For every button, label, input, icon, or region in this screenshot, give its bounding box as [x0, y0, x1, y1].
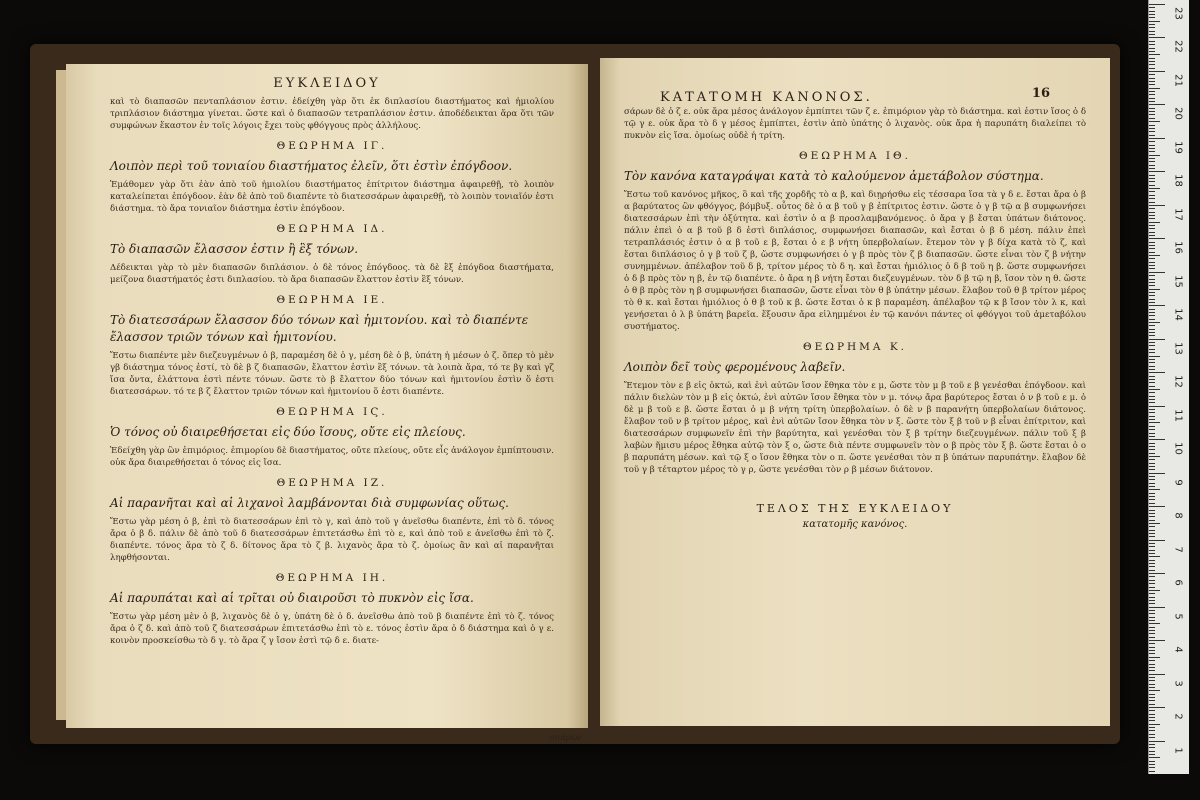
ruler-tick [1149, 737, 1155, 738]
ruler-tick [1149, 279, 1155, 280]
ruler-tick [1149, 714, 1155, 715]
ruler-tick [1149, 121, 1160, 122]
ruler-tick [1149, 362, 1155, 363]
body-paragraph: Ἔστω γὰρ μέση μὲν ὁ β, λιχανὸς δὲ ὁ γ, ὑπάτη δὲ ὁ δ. ἀνεῖσθω ἀπὸ τοῦ β διαπέντε ἐπὶ τὸ ζ. τόνος ἄρα ὁ ζ δ. καὶ ἀπὸ τοῦ ζ διατεσσάρων ἐπιτετάσθω ἐπὶ τὸ ε. τόνος ἐστὶν ἄρα ὁ δ διάστημα καὶ ὁ γ ε. κοινὸν προσκείσθω τὸ δ γ. τὸ ἄρα ζ γ ἴσον ἐστὶ τῷ δ ε. διατε- [110, 612, 554, 646]
ruler-tick [1149, 412, 1155, 413]
ruler-tick [1149, 114, 1155, 115]
body-paragraph: καὶ τὸ διαπασῶν πενταπλάσιον ἐστιν. ἐδείχθη γὰρ ὅτι ἐκ διπλασίου διαστήματος καὶ ἡμιολίου τριπλάσιον διάστημα γίνεται. ὥστε καὶ ὁ διαπασῶν τετραπλάσιον ἐστιν. ἀποδέδεικται ἄρα ὅτι τῶν συμφώνων ἕκαστον ἐν τοῖς λόγοις ἔχει τοὺς φθόγγους πρὸς ἀλλήλους. [110, 97, 554, 131]
ruler-tick [1149, 175, 1155, 176]
ruler-tick [1149, 499, 1155, 500]
ruler-tick [1149, 583, 1155, 584]
ruler-tick [1149, 272, 1165, 273]
ruler-number: 6 [1172, 579, 1184, 586]
ruler-tick [1149, 627, 1155, 628]
ruler-tick [1149, 27, 1155, 28]
ruler-tick [1149, 232, 1155, 233]
ruler-tick [1149, 195, 1155, 196]
right-running-head: ΚΑΤΑΤΟΜΗ ΚΑΝΟΝΟΣ. [660, 90, 873, 105]
ruler-tick [1149, 84, 1155, 85]
ruler-tick [1149, 647, 1155, 648]
ruler-tick [1149, 613, 1155, 614]
ruler-tick [1149, 185, 1155, 186]
ruler-tick [1149, 664, 1155, 665]
ruler-number: 21 [1172, 74, 1184, 87]
proposition-statement: Αἱ παρανῆται καὶ αἱ λιχανοὶ λαμβάνονται διὰ συμφωνίας οὕτως. [110, 496, 509, 510]
ruler-tick [1149, 466, 1155, 467]
ruler-tick [1149, 168, 1155, 169]
ruler-tick [1149, 707, 1165, 708]
ruler-number: 15 [1172, 274, 1184, 288]
ruler-tick [1149, 657, 1160, 658]
ruler-tick [1149, 600, 1155, 601]
ruler-number: 12 [1172, 375, 1184, 389]
ruler-tick [1149, 138, 1165, 139]
ruler-tick [1149, 389, 1160, 390]
ruler-tick [1149, 536, 1155, 537]
ruler-tick [1149, 510, 1155, 511]
ruler-tick [1149, 255, 1160, 256]
ruler-tick [1149, 573, 1165, 574]
ruler-tick [1149, 178, 1155, 179]
ruler-tick [1149, 21, 1160, 22]
ruler-number: 8 [1172, 512, 1184, 519]
ruler-number: 14 [1172, 308, 1184, 322]
ruler-tick [1149, 516, 1155, 517]
ruler-tick [1149, 463, 1155, 464]
ruler-tick [1149, 429, 1155, 430]
ruler-tick [1149, 161, 1155, 162]
measurement-ruler [1148, 0, 1189, 774]
ruler-tick [1149, 188, 1160, 189]
ruler-tick [1149, 265, 1155, 266]
ruler-tick [1149, 493, 1155, 494]
ruler-tick [1149, 764, 1155, 765]
ruler-tick [1149, 309, 1155, 310]
ruler-tick [1149, 4, 1165, 5]
ruler-tick [1149, 11, 1155, 12]
ruler-number: 9 [1172, 479, 1184, 486]
ruler-number: 23 [1172, 7, 1184, 20]
ruler-tick [1149, 282, 1155, 283]
ruler-tick [1149, 617, 1155, 618]
ruler-tick [1149, 17, 1155, 18]
ruler-number: 18 [1172, 174, 1184, 188]
ruler-tick [1149, 386, 1155, 387]
body-paragraph: Δέδεικται γὰρ τὸ μὲν διαπασῶν διπλάσιον. ὁ δὲ τόνος ἐπόγδοος. τὰ δὲ ἓξ ἐπόγδοα διαστήματα, μείζονα διαστήματός ἐστι διπλασίου. τὸ ἄρα διαπασῶν ἔλαττον ἐστὶν ἓξ τόνων. [110, 263, 554, 285]
ruler-tick [1149, 690, 1160, 691]
ruler-tick [1149, 396, 1155, 397]
ruler-tick [1149, 607, 1165, 608]
proposition-statement: Λοιπὸν περὶ τοῦ τονιαίου διαστήματος ἐλεῖν, ὅτι ἐστὶν ἐπόγδοον. [110, 159, 513, 173]
ruler-tick [1149, 44, 1155, 45]
ruler-tick [1149, 727, 1155, 728]
ruler-tick [1149, 670, 1155, 671]
ruler-tick [1149, 747, 1155, 748]
ruler-tick [1149, 312, 1155, 313]
ruler-tick [1149, 439, 1165, 440]
ruler-tick [1149, 496, 1155, 497]
ruler-tick [1149, 352, 1155, 353]
ruler-tick [1149, 208, 1155, 209]
ruler-tick [1149, 523, 1160, 524]
ruler-tick [1149, 215, 1155, 216]
theorem-heading: ΘΕΩΡΗΜΑ ΙΓ. [276, 140, 388, 152]
ruler-tick [1149, 275, 1155, 276]
ruler-tick [1149, 436, 1155, 437]
ruler-number: 17 [1172, 207, 1184, 221]
catchword: σσάρων [549, 733, 582, 742]
ruler-tick [1149, 633, 1155, 634]
ruler-tick [1149, 369, 1155, 370]
ruler-number: 20 [1172, 107, 1184, 121]
ruler-tick [1149, 148, 1155, 149]
ruler-tick [1149, 456, 1160, 457]
ruler-tick [1149, 580, 1155, 581]
ruler-tick [1149, 125, 1155, 126]
ruler-tick [1149, 446, 1155, 447]
ruler-tick [1149, 302, 1155, 303]
ruler-tick [1149, 422, 1160, 423]
ruler-tick [1149, 730, 1155, 731]
ruler-tick [1149, 295, 1155, 296]
ruler-tick [1149, 590, 1160, 591]
ruler-tick [1149, 198, 1155, 199]
ruler-tick [1149, 433, 1155, 434]
ruler-tick [1149, 366, 1155, 367]
ruler-tick [1149, 71, 1165, 72]
theorem-heading: ΘΕΩΡΗΜΑ ΙΔ. [276, 223, 388, 235]
ruler-tick [1149, 61, 1155, 62]
ruler-tick [1149, 520, 1155, 521]
ruler-tick [1149, 235, 1155, 236]
ruler-tick [1149, 111, 1155, 112]
ruler-tick [1149, 359, 1155, 360]
ruler-tick [1149, 409, 1155, 410]
proposition-statement: Λοιπὸν δεῖ τοὺς φερομένους λαβεῖν. [624, 360, 846, 374]
ruler-tick [1149, 145, 1155, 146]
ruler-tick [1149, 37, 1165, 38]
ruler-tick [1149, 741, 1165, 742]
ruler-tick [1149, 503, 1155, 504]
ruler-tick [1149, 744, 1155, 745]
ruler-tick [1149, 399, 1155, 400]
ruler-tick [1149, 24, 1155, 25]
ruler-tick [1149, 630, 1155, 631]
page-number: 16 [1031, 86, 1050, 101]
ruler-tick [1149, 530, 1155, 531]
ruler-tick [1149, 540, 1165, 541]
ruler-tick [1149, 643, 1155, 644]
ruler-tick [1149, 98, 1155, 99]
ruler-tick [1149, 262, 1155, 263]
proposition-statement: Τὸ διαπασῶν ἔλασσον ἐστιν ἢ ἓξ τόνων. [110, 242, 359, 256]
ruler-tick [1149, 141, 1155, 142]
ruler-tick [1149, 710, 1155, 711]
ruler-number: 3 [1172, 679, 1184, 687]
ruler-tick [1149, 218, 1155, 219]
ruler-tick [1149, 473, 1165, 474]
ruler-tick [1149, 560, 1155, 561]
ruler-tick [1149, 761, 1155, 762]
ruler-tick [1149, 402, 1155, 403]
ruler-tick [1149, 576, 1155, 577]
ruler-tick [1149, 674, 1165, 675]
theorem-heading: ΘΕΩΡΗΜΑ ΙΗ. [275, 572, 389, 584]
proposition-statement: Τὸ διατεσσάρων ἔλασσον δύο τόνων καὶ ἡμιτονίου. καὶ τὸ διαπέντε ἔλασσον τριῶν τόνων καὶ ἡμιτονίου. [110, 313, 529, 344]
ruler-tick [1149, 597, 1155, 598]
ruler-tick [1149, 754, 1155, 755]
ruler-tick [1149, 128, 1155, 129]
ruler-tick [1149, 372, 1165, 373]
ruler-tick [1149, 469, 1155, 470]
ruler-tick [1149, 345, 1155, 346]
ruler-tick [1149, 724, 1160, 725]
proposition-statement: Ὁ τόνος οὐ διαιρεθήσεται εἰς δύο ἴσους, οὔτε εἰς πλείους. [110, 425, 466, 439]
ruler-tick [1149, 757, 1160, 758]
ruler-tick [1149, 667, 1155, 668]
ruler-tick [1149, 623, 1160, 624]
ruler-tick [1149, 58, 1155, 59]
ruler-tick [1149, 553, 1155, 554]
ruler-number: 1 [1172, 746, 1184, 754]
ruler-tick [1149, 563, 1155, 564]
ruler-tick [1149, 476, 1155, 477]
ruler-tick [1149, 603, 1155, 604]
ruler-tick [1149, 222, 1160, 223]
ruler-tick [1149, 653, 1155, 654]
ruler-tick [1149, 329, 1155, 330]
ruler-tick [1149, 453, 1155, 454]
ruler-tick [1149, 238, 1165, 239]
ruler-number: 19 [1172, 141, 1184, 154]
ruler-tick [1149, 335, 1155, 336]
ruler-tick [1149, 566, 1155, 567]
ruler-tick [1149, 101, 1155, 102]
ruler-tick [1149, 181, 1155, 182]
ruler-tick [1149, 191, 1155, 192]
ruler-tick [1149, 677, 1155, 678]
ruler-tick [1149, 704, 1155, 705]
ruler-tick [1149, 459, 1155, 460]
ruler-tick [1149, 570, 1155, 571]
ruler-tick [1149, 449, 1155, 450]
ruler-tick [1149, 252, 1155, 253]
ruler-tick [1149, 118, 1155, 119]
proposition-statement: Αἱ παρυπάται καὶ αἱ τρῖται οὐ διαιροῦσι τὸ πυκνὸν εἰς ἴσα. [110, 591, 474, 605]
body-paragraph: Ἔστω τοῦ κανόνος μῆκος, ὃ καὶ τῆς χορδῆς τὸ α β, καὶ διῃρήσθω εἰς τέσσαρα ἴσα τὰ γ δ ε. ἔσται ἄρα ὁ β α βαρύτατος ὢν φθόγγος, βόμβυξ. οὗτος δὲ ὁ α β τοῦ γ β ἐπίτριτος ἐστιν. ὥστε ὁ γ β τῷ α β συμφωνήσει διατεσσάρων ἐπὶ τὴν ὀξύτητα. καὶ ἐστὶν ὁ α β προσλαμβανόμενος. ὁ ἄρα γ β ἔσται ὑπάτων διάτονος. πάλιν ἐπεὶ ὁ α β τοῦ β δ ἐστὶ διπλάσιος, συμφωνήσει διαπασῶν, καὶ ἔσται ὁ β δ μέση. πάλιν ἐπεὶ τετραπλάσιός ἐστιν ὁ α β τοῦ ε β, ἔσται ὁ ε β νήτη ὑπερβολαίων. ἔτεμον τὸν γ β δίχα κατὰ τὸ ζ, καὶ ἔσται διπλάσιος ὁ γ β τοῦ ζ β, ὥστε συμφωνήσει ὁ γ β πρὸς τὸν ζ β διαπασῶν. ὥστε εἶναι τὸν ζ β νήτην συνημμένων. ἀπέλαβον τοῦ δ β, τρίτον μέρος τὸ δ η. καὶ ἔσται ἡμιόλιος ὁ δ β τοῦ η β. ὥστε συμφωνήσει ὁ δ β πρὸς τὸν η β, ἐν τῷ διαπέντε. ὁ ἄρα η β νήτη ἔσται διεζευγμένων. τὸν δ β τῷ η β, ἴσον τὸν η θ. ὥστε ὁ θ β πρὸς τὸν η β συμφωνήσει διαπασῶν, ὥστε εἶναι τὸν θ β ὑπάτην μέσων. ἔλαβον τοῦ θ β τρίτον μέρος τὸ θ κ. καὶ ἔσται ἡμιόλιος ὁ θ β τοῦ κ β. ὥστε ἔσται ὁ κ β παραμέση. ἀπέλαβον τῷ κ β ἴσον τὸν λ κ, καὶ γενήσεται ὁ λ β ὑπάτη βαρεῖα. ἕξουσιν ἄρα εἰλημμένοι ἐν τῷ κανόνι πάντες οἱ φθόγγοι τοῦ ἀμεταβόλου συστήματος. [624, 190, 1086, 332]
ruler-tick [1149, 342, 1155, 343]
ruler-tick [1149, 299, 1155, 300]
ruler-tick [1149, 292, 1155, 293]
ruler-tick [1149, 751, 1155, 752]
ruler-tick [1149, 289, 1160, 290]
ruler-tick [1149, 225, 1155, 226]
ruler-tick [1149, 593, 1155, 594]
ruler-tick [1149, 687, 1155, 688]
ruler-tick [1149, 650, 1155, 651]
ruler-tick [1149, 356, 1160, 357]
body-paragraph: Ἐμάθομεν γὰρ ὅτι ἐὰν ἀπὸ τοῦ ἡμιολίου διαστήματος ἐπίτριτον διάστημα ἀφαιρεθῇ, τὸ λοιπὸν καταλείπεται ἐπόγδοον. ἐὰν δὲ ἀπὸ τοῦ διαπέντε τὸ διατεσσάρων ἀφαιρεθῇ, τὸ λοιπὸν τονιαῖόν ἐστι διάστημα. τὸ ἄρα τονιαῖον διάστημα ἐστὶν ἐπόγδοον. [110, 180, 554, 214]
ruler-tick [1149, 268, 1155, 269]
ruler-tick [1149, 248, 1155, 249]
ruler-tick [1149, 258, 1155, 259]
ruler-tick [1149, 155, 1160, 156]
colophon-line: κατατομῆς κανόνος. [802, 519, 908, 530]
colophon-line: ΤΕΛΟΣ ΤΗΣ ΕΥΚΛΕΙΔΟΥ [756, 502, 954, 515]
ruler-tick [1149, 419, 1155, 420]
body-paragraph: Ἐδείχθη γὰρ ὢν ἐπιμόριος. ἐπιμορίου δὲ διαστήματος, οὔτε πλείους, οὔτε εἷς ἀνάλογον ἐμπίπτουσιν. οὐκ ἄρα διαιρεθήσεται ὁ τόνος εἰς ἴσα. [110, 446, 554, 468]
ruler-tick [1149, 78, 1155, 79]
ruler-tick [1149, 489, 1160, 490]
theorem-heading: ΘΕΩΡΗΜΑ ΙϚ. [276, 406, 388, 418]
ruler-tick [1149, 228, 1155, 229]
theorem-heading: ΘΕΩΡΗΜΑ ΙΘ. [799, 150, 911, 162]
ruler-tick [1149, 526, 1155, 527]
left-running-head: ΕΥΚΛΕΙΔΟΥ [273, 76, 381, 91]
ruler-tick [1149, 717, 1155, 718]
ruler-number: 22 [1172, 40, 1184, 54]
ruler-tick [1149, 205, 1165, 206]
right-page-body [624, 106, 1086, 530]
ruler-tick [1149, 550, 1155, 551]
ruler-tick [1149, 305, 1165, 306]
right-page [600, 58, 1110, 726]
ruler-number: 4 [1172, 646, 1184, 653]
ruler-tick [1149, 556, 1160, 557]
ruler-tick [1149, 319, 1155, 320]
ruler-tick [1149, 479, 1155, 480]
ruler-tick [1149, 34, 1155, 35]
ruler-tick [1149, 64, 1155, 65]
ruler-tick [1149, 332, 1155, 333]
ruler-tick [1149, 242, 1155, 243]
ruler-tick [1149, 7, 1155, 8]
ruler-tick [1149, 68, 1155, 69]
ruler-tick [1149, 245, 1155, 246]
ruler-tick [1149, 31, 1155, 32]
ruler-tick [1149, 640, 1165, 641]
ruler-tick [1149, 325, 1155, 326]
body-paragraph: Ἔστω γὰρ μέση ὁ β, ἐπὶ τὸ διατεσσάρων ἐπὶ τὸ γ, καὶ ἀπὸ τοῦ γ ἀνεῖσθω διαπέντε, ἐπὶ τὸ δ. τόνος ἄρα ὁ β δ. πάλιν δὲ ἀπὸ τοῦ δ διατεσσάρων ἐπιτετάσθω ἐπὶ τὸ ε, καὶ ἀπὸ τοῦ ε ἀνεῖσθω ἐπὶ τὸ ζ. διαπέντε. τόνος ἄρα τὸ ζ δ. δίτονος ἄρα τὸ ζ β. λιχανὸς ἄρα τὸ ζ. ὁμοίως ἂν καὶ αἱ παρανῆται ληφθήσονται. [110, 517, 554, 563]
ruler-tick [1149, 684, 1155, 685]
ruler-tick [1149, 426, 1155, 427]
ruler-tick [1149, 158, 1155, 159]
ruler-tick [1149, 720, 1155, 721]
ruler-tick [1149, 533, 1155, 534]
ruler-tick [1149, 151, 1155, 152]
ruler-tick [1149, 315, 1155, 316]
ruler-tick [1149, 285, 1155, 286]
ruler-tick [1149, 104, 1165, 105]
ruler-tick [1149, 41, 1155, 42]
ruler-tick [1149, 637, 1155, 638]
ruler-tick [1149, 135, 1155, 136]
ruler-tick [1149, 51, 1155, 52]
ruler-tick [1149, 74, 1155, 75]
ruler-tick [1149, 506, 1165, 507]
body-paragraph: σάρων δὲ ὁ ζ ε. οὐκ ἄρα μέσος ἀνάλογον ἐμπίπτει τῶν ζ ε. ἐπιμόριον γὰρ τὸ διάστημα. καὶ ἐστιν ἴσος ὁ δ τῷ γ ε. οὐκ ἄρα τὸ δ γ μέσος ἐμπίπτει, ἐστὶν ἀπὸ ὑπάτης ὁ λιχανὸς. οὐκ ἄρα ἡ παρυπάτη διαλείπει τὸ πυκνὸν εἰς ἴσα. ὁμοίως οὐδὲ ἡ τρίτη. [624, 107, 1086, 141]
ruler-tick [1149, 406, 1165, 407]
ruler-tick [1149, 694, 1155, 695]
ruler-number: 5 [1172, 612, 1184, 620]
ruler-tick [1149, 680, 1155, 681]
body-paragraph: Ἔτεμον τὸν ε β εἰς ὀκτώ, καὶ ἑνὶ αὐτῶν ἴσον ἔθηκα τὸν ε μ, ὥστε τὸν μ β τοῦ ε β γενέσθαι ἐπόγδοον. καὶ πάλιν διελὼν τὸν μ β εἰς ὀκτώ, ἑνὶ αὐτῶν ἴσον ἔθηκα τὸν ν μ. τόνῳ ἄρα βαρύτερος ἔσται ὁ ν β τοῦ ε μ. ὁ δὲ μ β τοῦ ε β. ὥστε ἔσται ὁ μ β νήτη τρίτη ὑπερβολαίων. ὁ δὲ ν β παρανήτη ὑπερβολαίων διάτονος. ἔλαβον τοῦ ν β τρίτον μέρος, καὶ ἑνὶ αὐτῶν ἴσον ἔθηκα τὸν ν ξ. ὥστε τὸν ξ β τοῦ ν β εἶναι ἐπίτριτον, καὶ διατεσσάρων συμφωνεῖν ἐπὶ τὴν βαρύτητα, καὶ γενέσθαι τὸν ξ β τρίτην διεζευγμένων. πάλιν τοῦ ξ β λαβὼν ἥμισυ μέρος ἔθηκα αὐτῷ τὸν ξ ο, ὥστε διὰ πέντε συμφωνεῖν τὸν ο β πρὸς τὸν ξ β. ὥστε ἔσται ὁ ο β παρυπάτη μέσων. καὶ τῷ ξ ο ἴσον ἔθηκα τὸν ο π. ὥστε γενέσθαι τὸν π β ὑπάτων παρυπάτην. ἔλαβον δὲ τοῦ γ β τέταρτον μέρος τὸ γ ρ, ὥστε γενέσθαι τὸν ρ β μέσων διάτονον. [624, 381, 1086, 475]
ruler-number: 11 [1172, 408, 1184, 422]
ruler-tick [1149, 14, 1155, 15]
ruler-tick [1149, 382, 1155, 383]
ruler-tick [1149, 165, 1155, 166]
ruler-tick [1149, 513, 1155, 514]
ruler-number: 10 [1172, 442, 1184, 456]
ruler-tick [1149, 443, 1155, 444]
ruler-tick [1149, 376, 1155, 377]
body-paragraph: Ἔστω διαπέντε μὲν διεζευγμένων ὁ β, παραμέση δὲ ὁ γ, μέση δὲ ὁ β, ὑπάτη ἡ μέσων ὁ ζ. ὅπερ τὸ μὲν γβ διάστημα τόνος ἐστί, τὸ δὲ β ζ διαπασῶν, ἔλαττον ἐστὶν ἓξ τόνων. τὰ λοιπὰ ἄρα, τό τε βγ καὶ γζ ἴσα ὄντα, ἐλάττονα ἐστὶ πέντε τόνων. ὥστε τὸ β ἔλαττον δύο τόνων καὶ ἡμιτονίου ἐστὶν ὅ ἐστι διατεσσάρων. τό τε β ζ ἔλαττον τριῶν τόνων καὶ ἡμιτονίου ὅ ἐστι διαπέντε. [110, 351, 554, 397]
ruler-number: 2 [1172, 713, 1184, 720]
ruler-tick [1149, 54, 1160, 55]
ruler-tick [1149, 416, 1155, 417]
theorem-heading: ΘΕΩΡΗΜΑ Κ. [802, 341, 908, 353]
ruler-tick [1149, 610, 1155, 611]
ruler-tick [1149, 322, 1160, 323]
ruler-tick [1149, 212, 1155, 213]
theorem-heading: ΘΕΩΡΗΜΑ ΙΖ. [276, 477, 388, 489]
ruler-tick [1149, 587, 1155, 588]
ruler-tick [1149, 620, 1155, 621]
ruler-tick [1149, 81, 1155, 82]
left-page [66, 64, 588, 742]
ruler-tick [1149, 392, 1155, 393]
ruler-tick [1149, 349, 1155, 350]
ruler-tick [1149, 339, 1165, 340]
ruler-number: 7 [1172, 545, 1184, 553]
ruler-tick [1149, 771, 1155, 772]
ruler-tick [1149, 131, 1155, 132]
ruler-tick [1149, 91, 1155, 92]
ruler-tick [1149, 48, 1155, 49]
ruler-tick [1149, 697, 1155, 698]
ruler-tick [1149, 546, 1155, 547]
ruler-tick [1149, 108, 1155, 109]
ruler-tick [1149, 94, 1155, 95]
ruler-tick [1149, 767, 1155, 768]
ruler-number: 13 [1172, 341, 1184, 355]
ruler-tick [1149, 379, 1155, 380]
ruler-tick [1149, 171, 1165, 172]
ruler-tick [1149, 543, 1155, 544]
ruler-tick [1149, 660, 1155, 661]
ruler-tick [1149, 88, 1160, 89]
ruler-tick [1149, 700, 1155, 701]
ruler-tick [1149, 483, 1155, 484]
ruler-tick [1149, 734, 1155, 735]
ruler-number: 16 [1172, 241, 1184, 255]
left-page-body [110, 96, 554, 651]
ruler-tick [1149, 202, 1155, 203]
proposition-statement: Τὸν κανόνα καταγράψαι κατὰ τὸ καλούμενον ἀμετάβολον σύστημα. [624, 169, 1044, 183]
ruler-tick [1149, 486, 1155, 487]
theorem-heading: ΘΕΩΡΗΜΑ ΙΕ. [276, 294, 388, 306]
